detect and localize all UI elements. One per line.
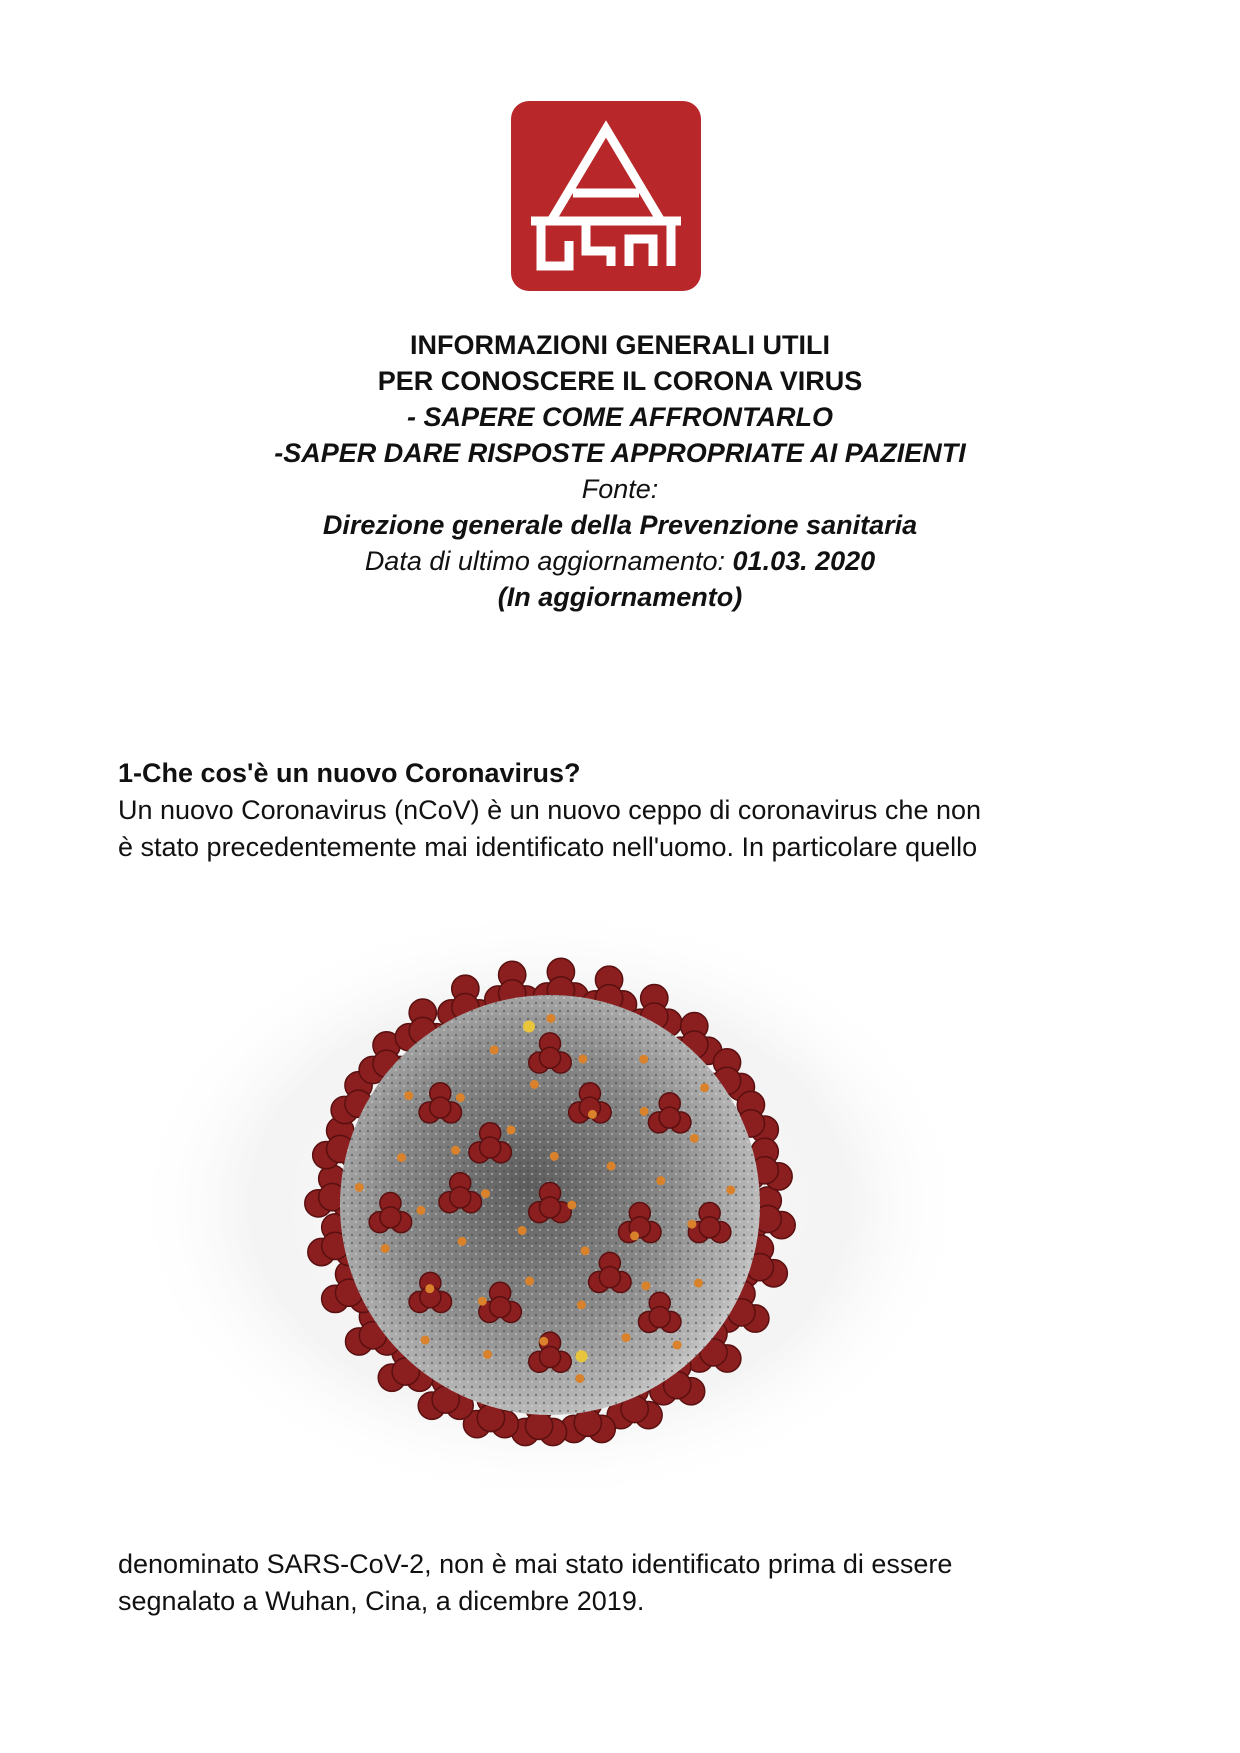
title-line-1: INFORMAZIONI GENERALI UTILI (410, 330, 830, 360)
paragraph-line: Un nuovo Coronavirus (nCoV) è un nuovo ceppo di coronavirus che non (118, 795, 982, 825)
envelope-protein (546, 1014, 555, 1023)
paragraph-line: segnalato a Wuhan, Cina, a dicembre 2019. (118, 1586, 645, 1616)
envelope-protein (355, 1183, 364, 1192)
envelope-protein (451, 1146, 460, 1155)
update-date: 01.03. 2020 (732, 546, 876, 576)
envelope-protein (550, 1152, 559, 1161)
document-header (120, 327, 1120, 615)
envelope-protein (578, 1054, 587, 1063)
envelope-protein (656, 1176, 665, 1185)
envelope-protein (483, 1350, 492, 1359)
subtitle-line-1: - SAPERE COME AFFRONTARLO (407, 402, 833, 432)
envelope-protein (478, 1297, 487, 1306)
e-protein (523, 1021, 535, 1033)
envelope-protein (639, 1055, 648, 1064)
e-protein (576, 1350, 588, 1362)
envelope-protein (588, 1110, 597, 1119)
section-1-title: 1-Che cos'è un nuovo Coronavirus? (118, 758, 581, 788)
envelope-protein (630, 1231, 639, 1240)
envelope-protein (530, 1080, 539, 1089)
envelope-protein (518, 1226, 527, 1235)
envelope-protein (507, 1125, 516, 1134)
title-line-2: PER CONOSCERE IL CORONA VIRUS (377, 366, 863, 396)
envelope-protein (700, 1083, 709, 1092)
envelope-protein (690, 1134, 699, 1143)
envelope-protein (381, 1244, 390, 1253)
envelope-protein (641, 1281, 650, 1290)
envelope-protein (726, 1186, 735, 1195)
section-1-paragraph-continued (118, 1546, 952, 1620)
envelope-protein (416, 1206, 425, 1215)
envelope-protein (421, 1336, 430, 1345)
envelope-protein (640, 1107, 649, 1116)
envelope-protein (581, 1246, 590, 1255)
envelope-protein (481, 1189, 490, 1198)
source-name: Direzione generale della Prevenzione sanitaria (322, 510, 918, 540)
association-logo (511, 101, 701, 291)
envelope-protein (490, 1045, 499, 1054)
envelope-protein (397, 1153, 406, 1162)
envelope-protein (607, 1162, 616, 1171)
envelope-protein (425, 1284, 434, 1293)
paragraph-line: denominato SARS-CoV-2, non è mai stato identificato prima di essere (118, 1549, 953, 1579)
coronavirus-illustration-icon (110, 905, 970, 1505)
source-label: Fonte: (581, 474, 659, 504)
envelope-protein (622, 1333, 631, 1342)
envelope-protein (687, 1220, 696, 1229)
envelope-protein (577, 1300, 586, 1309)
envelope-protein (567, 1201, 576, 1210)
envelope-protein (525, 1277, 534, 1286)
update-status: (In aggiornamento) (497, 582, 743, 612)
paragraph-line: è stato precedentemente mai identificato nell'uomo. In particolare quello (118, 832, 978, 862)
envelope-protein (694, 1279, 703, 1288)
envelope-protein (458, 1237, 467, 1246)
subtitle-line-2: -SAPER DARE RISPOSTE APPROPRIATE AI PAZIENTI (274, 438, 966, 468)
envelope-protein (575, 1374, 584, 1383)
coronavirus-image (110, 905, 970, 1505)
update-line (120, 543, 1120, 579)
section-1-paragraph (118, 792, 981, 866)
logo-icon (511, 101, 701, 291)
envelope-protein (456, 1093, 465, 1102)
update-label: Data di ultimo aggiornamento: (364, 546, 726, 576)
envelope-protein (404, 1091, 413, 1100)
envelope-protein (673, 1341, 682, 1350)
envelope-protein (539, 1337, 548, 1346)
